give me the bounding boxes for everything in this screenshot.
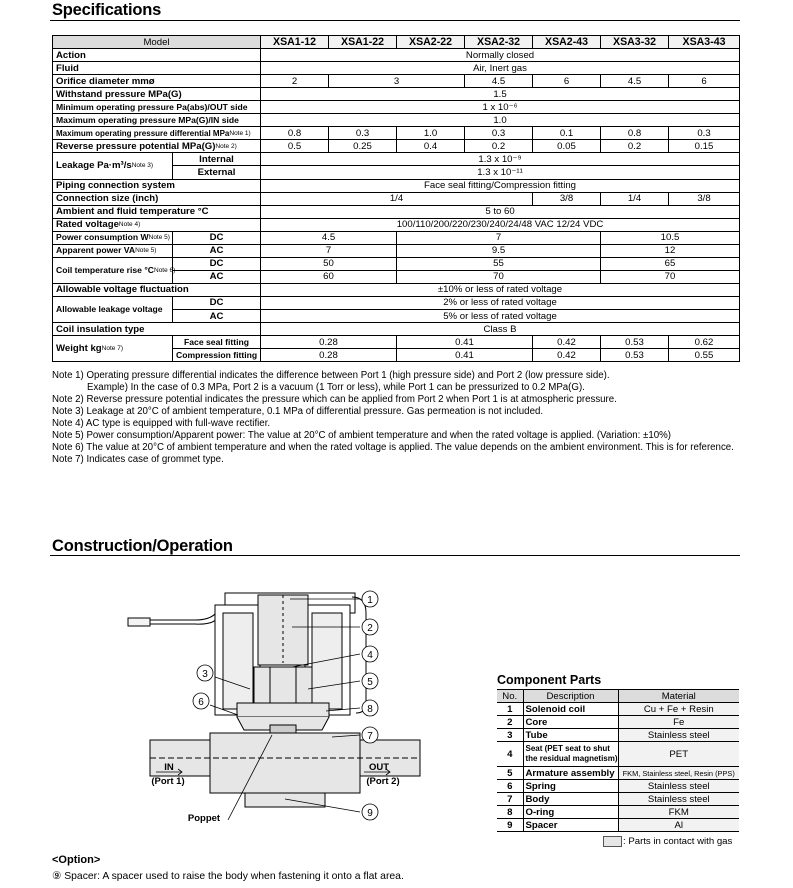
- note-2: Note 2) Reverse pressure potential indicates the pressure which can be applied from Port 2 when Port 1 is at atmospheric pressure.: [52, 394, 617, 405]
- row-weight-face: [53, 336, 740, 349]
- specifications-table: [52, 35, 740, 362]
- label-text: Weight kg: [56, 343, 102, 355]
- cell: 3: [329, 75, 465, 88]
- option-text: ⑨ Spacer: A spacer used to raise the body when fastening it onto a flat area.: [52, 871, 404, 882]
- cell: 6: [669, 75, 740, 88]
- cell: 60: [261, 270, 397, 283]
- model-xsa2-22: XSA2-22: [397, 36, 465, 49]
- row-max-pressure: [53, 114, 740, 127]
- row-label: [53, 244, 173, 257]
- cell: 0.5: [261, 140, 329, 153]
- row-power: [53, 231, 740, 244]
- component-mat: Stainless steel: [618, 793, 739, 806]
- row-label: Piping connection system: [53, 179, 261, 192]
- model-xsa3-43: XSA3-43: [669, 36, 740, 49]
- cell: 0.42: [533, 349, 601, 362]
- cell: 0.55: [669, 349, 740, 362]
- row-apparent: [53, 244, 740, 257]
- note-7: Note 7) Indicates case of grommet type.: [52, 454, 224, 465]
- cell: 0.2: [601, 140, 669, 153]
- cell: 0.28: [261, 336, 397, 349]
- component-no: 2: [497, 716, 523, 729]
- cell: 55: [397, 257, 601, 270]
- cell: 1.3 x 10⁻⁹: [261, 153, 740, 166]
- component-mat: Fe: [618, 716, 739, 729]
- cell: 1.5: [261, 88, 740, 101]
- row-label: Orifice diameter mmø: [53, 75, 261, 88]
- cell: 4.5: [601, 75, 669, 88]
- callout-9-text: 9: [367, 808, 373, 819]
- cell: 2: [261, 75, 329, 88]
- cell: 0.05: [533, 140, 601, 153]
- row-insulation: [53, 323, 740, 336]
- component-no: 1: [497, 703, 523, 716]
- component-no: 9: [497, 819, 523, 832]
- component-desc: Armature assembly: [523, 767, 618, 780]
- component-no: 8: [497, 806, 523, 819]
- in-label: IN: [164, 762, 174, 773]
- gas-contact-legend: [603, 836, 732, 847]
- cell: Normally closed: [261, 49, 740, 62]
- legend-swatch: [603, 836, 622, 847]
- note-ref: Note 5): [148, 234, 170, 242]
- row-leak-voltage-dc: [53, 296, 740, 309]
- cell: 70: [397, 270, 601, 283]
- callout-8-text: 8: [367, 704, 373, 715]
- component-row: [497, 806, 739, 819]
- callout-6-text: 6: [198, 697, 204, 708]
- label-text: Rated voltage: [56, 219, 119, 231]
- note-ref: Note 6): [154, 266, 176, 274]
- cell: 1.0: [397, 127, 465, 140]
- cell: 0.42: [533, 336, 601, 349]
- row-label: [53, 140, 261, 153]
- label-text: Apparent power VA: [56, 245, 136, 256]
- component-mat: PET: [618, 742, 739, 767]
- row-withstand: [53, 88, 740, 101]
- model-xsa1-22: XSA1-22: [329, 36, 397, 49]
- row-label: Action: [53, 49, 261, 62]
- sub-label: External: [173, 166, 261, 179]
- cell: 12: [601, 244, 740, 257]
- row-fluid: [53, 62, 740, 75]
- component-mat: Stainless steel: [618, 780, 739, 793]
- row-label: Maximum operating pressure MPa(G)/IN side: [53, 114, 261, 127]
- cell: 0.1: [533, 127, 601, 140]
- row-reverse: [53, 140, 740, 153]
- component-desc: O-ring: [523, 806, 618, 819]
- component-row: [497, 767, 739, 780]
- cell: 1.0: [261, 114, 740, 127]
- cell: 0.62: [669, 336, 740, 349]
- cell: 70: [601, 270, 740, 283]
- label-text: Maximum operating pressure differential MPa: [56, 128, 230, 138]
- cell: 0.53: [601, 349, 669, 362]
- row-conn-size: [53, 192, 740, 205]
- component-desc: Body: [523, 793, 618, 806]
- component-desc: Tube: [523, 729, 618, 742]
- component-row: [497, 819, 739, 832]
- row-label: [53, 218, 261, 231]
- label-text: Leakage Pa·m³/s: [56, 160, 132, 172]
- cell: 0.8: [601, 127, 669, 140]
- label-text: Power consumption W: [56, 232, 149, 243]
- component-row: [497, 716, 739, 729]
- desc-line-1: Seat (PET seat to shut: [525, 744, 610, 753]
- cell: 0.3: [669, 127, 740, 140]
- cell: 50: [261, 257, 397, 270]
- row-action: [53, 49, 740, 62]
- note-ref: Note 2): [215, 142, 237, 150]
- note-ref: Note 5): [135, 247, 157, 255]
- cell: 0.2: [465, 140, 533, 153]
- callout-7-text: 7: [367, 731, 373, 742]
- cell: 65: [601, 257, 740, 270]
- component-mat: FKM, Stainless steel, Resin (PPS): [618, 767, 739, 780]
- component-desc: [523, 742, 618, 767]
- model-xsa3-32: XSA3-32: [601, 36, 669, 49]
- cell: 1 x 10⁻⁶: [261, 101, 740, 114]
- sub-label: Compression fitting: [173, 349, 261, 362]
- component-header-row: [497, 690, 739, 703]
- callout-4-text: 4: [367, 650, 373, 661]
- note-5: Note 5) Power consumption/Apparent power: The value at 20°C of ambient temperature and when the rated voltage is applied. (Variation: ±10%): [52, 430, 671, 441]
- component-mat: Cu + Fe + Resin: [618, 703, 739, 716]
- row-fluctuation: [53, 283, 740, 296]
- out-port-label: (Port 2): [366, 776, 400, 787]
- sub-label: AC: [173, 244, 261, 257]
- cell: 0.53: [601, 336, 669, 349]
- component-desc: Spacer: [523, 819, 618, 832]
- row-label: [53, 127, 261, 140]
- cell: 1/4: [601, 192, 669, 205]
- component-row: [497, 780, 739, 793]
- cell: 4.5: [261, 231, 397, 244]
- component-desc: Core: [523, 716, 618, 729]
- construction-rule: [50, 555, 740, 556]
- desc-line-2: the residual magnetism): [525, 754, 618, 763]
- label-text: Coil temperature rise °C: [56, 264, 154, 275]
- component-parts-table: [497, 689, 739, 832]
- note-1-example: Example) In the case of 0.3 MPa, Port 2 is a vacuum (1 Torr or less), while Port 1 can be pressurized to 0.2 MPa(G).: [87, 382, 585, 393]
- sub-label: AC: [173, 270, 261, 283]
- callout-1-text: 1: [367, 595, 373, 606]
- callout-3-text: 3: [202, 669, 208, 680]
- note-ref: Note 4): [118, 221, 141, 229]
- sub-label: DC: [173, 231, 261, 244]
- component-no: 4: [497, 742, 523, 767]
- cell: 7: [261, 244, 397, 257]
- cell: Class B: [261, 323, 740, 336]
- row-label: Withstand pressure MPa(G): [53, 88, 261, 101]
- cell: 1/4: [261, 192, 533, 205]
- row-ambient: [53, 205, 740, 218]
- component-no: 5: [497, 767, 523, 780]
- row-label: [53, 231, 173, 244]
- cell: Face seal fitting/Compression fitting: [261, 179, 740, 192]
- callout-5-text: 5: [367, 677, 373, 688]
- sub-label: AC: [173, 309, 261, 322]
- cell: 5% or less of rated voltage: [261, 309, 740, 322]
- component-row: [497, 742, 739, 767]
- valve-cross-section-diagram: [120, 585, 420, 830]
- row-label: Allowable leakage voltage: [53, 296, 173, 322]
- specifications-title: Specifications: [52, 1, 162, 19]
- header-no: No.: [497, 690, 523, 703]
- note-1: Note 1) Operating pressure differential indicates the difference between Port 1 (high pressure side) and Port 2 (low pressure side).: [52, 370, 610, 381]
- component-mat: Stainless steel: [618, 729, 739, 742]
- row-label: Ambient and fluid temperature °C: [53, 205, 261, 218]
- component-row: [497, 793, 739, 806]
- cell: 0.4: [397, 140, 465, 153]
- component-no: 3: [497, 729, 523, 742]
- cell: 3/8: [669, 192, 740, 205]
- model-xsa1-12: XSA1-12: [261, 36, 329, 49]
- cell: 0.41: [397, 349, 533, 362]
- cell: 0.3: [329, 127, 397, 140]
- row-coil-temp-dc: [53, 257, 740, 270]
- row-orifice: [53, 75, 740, 88]
- sub-label: Internal: [173, 153, 261, 166]
- cell: 0.15: [669, 140, 740, 153]
- row-label: Connection size (inch): [53, 192, 261, 205]
- note-6: Note 6) The value at 20°C of ambient temperature and when the rated voltage is applied. The value depends on the ambient environment. This is for reference.: [52, 442, 734, 453]
- component-no: 7: [497, 793, 523, 806]
- component-row: [497, 729, 739, 742]
- note-3: Note 3) Leakage at 20°C of ambient temperature, 0.1 MPa of differential pressure. Gas permeation is not included.: [52, 406, 544, 417]
- row-label: Allowable voltage fluctuation: [53, 283, 261, 296]
- header-description: Description: [523, 690, 618, 703]
- row-piping: [53, 179, 740, 192]
- cell: 0.28: [261, 349, 397, 362]
- row-label: [53, 336, 173, 362]
- header-material: Material: [618, 690, 739, 703]
- cell: 0.3: [465, 127, 533, 140]
- row-leakage-internal: [53, 153, 740, 166]
- note-ref: Note 7): [101, 345, 123, 353]
- note-ref: Note 1): [229, 129, 251, 137]
- row-label: Coil insulation type: [53, 323, 261, 336]
- cell: ±10% or less of rated voltage: [261, 283, 740, 296]
- row-label: [53, 257, 176, 283]
- cell: 1.3 x 10⁻¹¹: [261, 166, 740, 179]
- component-row: [497, 703, 739, 716]
- component-desc: Solenoid coil: [523, 703, 618, 716]
- label-text: Reverse pressure potential MPa(G): [56, 140, 216, 152]
- note-ref: Note 3): [131, 162, 154, 170]
- legend-text: : Parts in contact with gas: [623, 836, 733, 848]
- component-parts-title: Component Parts: [497, 673, 602, 687]
- cell: 6: [533, 75, 601, 88]
- notes: [52, 370, 742, 466]
- note-4: Note 4) AC type is equipped with full-wave rectifier.: [52, 418, 271, 429]
- component-mat: Al: [618, 819, 739, 832]
- cell: 0.25: [329, 140, 397, 153]
- row-max-diff: [53, 127, 740, 140]
- model-xsa2-43: XSA2-43: [533, 36, 601, 49]
- row-rated-voltage: [53, 218, 740, 231]
- header-row: [53, 36, 740, 49]
- cell: 2% or less of rated voltage: [261, 296, 740, 309]
- row-min-pressure: [53, 101, 740, 114]
- specifications-rule: [50, 20, 740, 21]
- component-mat: FKM: [618, 806, 739, 819]
- model-header: Model: [53, 36, 261, 49]
- component-desc: Spring: [523, 780, 618, 793]
- sub-label: DC: [173, 257, 261, 270]
- row-label: Minimum operating pressure Pa(abs)/OUT side: [53, 101, 261, 114]
- cell: 9.5: [397, 244, 601, 257]
- cell: 10.5: [601, 231, 740, 244]
- row-label: Fluid: [53, 62, 261, 75]
- cell: 0.41: [397, 336, 533, 349]
- sub-label: Face seal fitting: [173, 336, 261, 349]
- cell: 4.5: [465, 75, 533, 88]
- cell: Air, Inert gas: [261, 62, 740, 75]
- row-label: [53, 153, 173, 179]
- construction-title: Construction/Operation: [52, 537, 233, 555]
- callout-2-text: 2: [367, 623, 373, 634]
- cell: 3/8: [533, 192, 601, 205]
- model-xsa2-32: XSA2-32: [465, 36, 533, 49]
- poppet-label: Poppet: [187, 813, 221, 824]
- cell: 5 to 60: [261, 205, 740, 218]
- component-no: 6: [497, 780, 523, 793]
- sub-label: DC: [173, 296, 261, 309]
- in-port-label: (Port 1): [151, 776, 185, 787]
- cell: 7: [397, 231, 601, 244]
- out-label: OUT: [368, 762, 390, 773]
- option-title: <Option>: [52, 854, 101, 866]
- cell: 100/110/200/220/230/240/24/48 VAC 12/24 VDC: [261, 218, 740, 231]
- cell: 0.8: [261, 127, 329, 140]
